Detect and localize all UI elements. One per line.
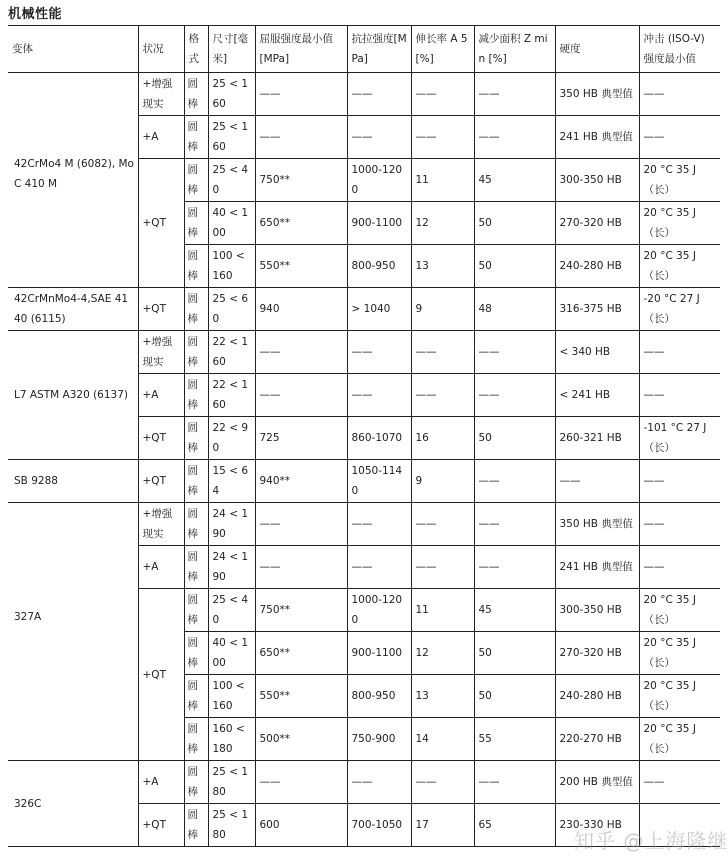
cell-impact: —— — [639, 761, 720, 804]
cell-elongation: —— — [411, 546, 474, 589]
cell-condition: +A — [138, 761, 184, 804]
cell-variant: SB 9288 — [8, 460, 138, 503]
cell-elongation: 9 — [411, 288, 474, 331]
cell-hardness: 350 HB 典型值 — [555, 73, 639, 116]
cell-condition: +QT — [138, 417, 184, 460]
cell-size: 22 < 160 — [208, 331, 255, 374]
cell-yield: 550** — [255, 245, 347, 288]
col-header-reduction-of-area: 减少面积 Z min [%] — [474, 26, 555, 73]
cell-reduction: —— — [474, 460, 555, 503]
cell-size: 22 < 90 — [208, 417, 255, 460]
section-title: 机械性能 — [8, 7, 63, 22]
cell-variant: 42CrMo4 M (6082), MoC 410 M — [8, 73, 138, 288]
cell-tensile: 700-1050 — [347, 804, 411, 847]
table-row — [8, 503, 720, 546]
cell-size: 100 < 160 — [208, 675, 255, 718]
cell-impact: 20 °C 35 J（长） — [639, 675, 720, 718]
cell-reduction: —— — [474, 331, 555, 374]
cell-yield: 940** — [255, 460, 347, 503]
cell-condition: +A — [138, 374, 184, 417]
cell-yield: 750** — [255, 589, 347, 632]
cell-variant: 326C — [8, 761, 138, 847]
cell-condition: +A — [138, 116, 184, 159]
cell-form: 圆棒 — [184, 718, 208, 761]
cell-hardness: 270-320 HB — [555, 202, 639, 245]
cell-impact: 20 °C 35 J（长） — [639, 245, 720, 288]
cell-size: 22 < 160 — [208, 374, 255, 417]
cell-yield: 650** — [255, 632, 347, 675]
cell-tensile: —— — [347, 331, 411, 374]
cell-elongation: 12 — [411, 632, 474, 675]
mechanical-properties-table — [8, 25, 720, 847]
cell-form: 圆棒 — [184, 546, 208, 589]
cell-tensile: > 1040 — [347, 288, 411, 331]
cell-reduction: 55 — [474, 718, 555, 761]
cell-yield: —— — [255, 546, 347, 589]
cell-tensile: 750-900 — [347, 718, 411, 761]
cell-impact: 20 °C 35 J（长） — [639, 202, 720, 245]
col-header-form: 格式 — [184, 26, 208, 73]
cell-hardness: < 241 HB — [555, 374, 639, 417]
cell-condition: +QT — [138, 804, 184, 847]
cell-elongation: 12 — [411, 202, 474, 245]
cell-condition: +A — [138, 546, 184, 589]
cell-impact: —— — [639, 503, 720, 546]
cell-yield: 550** — [255, 675, 347, 718]
cell-hardness: 241 HB 典型值 — [555, 546, 639, 589]
cell-form: 圆棒 — [184, 503, 208, 546]
cell-tensile: —— — [347, 503, 411, 546]
cell-size: 24 < 190 — [208, 546, 255, 589]
cell-size: 25 < 160 — [208, 73, 255, 116]
cell-hardness: 300-350 HB — [555, 589, 639, 632]
cell-condition: +QT — [138, 288, 184, 331]
cell-tensile: —— — [347, 761, 411, 804]
col-header-elongation: 伸长率 A 5 [%] — [411, 26, 474, 73]
cell-impact: —— — [639, 73, 720, 116]
cell-tensile: —— — [347, 374, 411, 417]
cell-reduction: 48 — [474, 288, 555, 331]
cell-reduction: —— — [474, 73, 555, 116]
cell-variant: 42CrMnMo4-4,SAE 4140 (6115) — [8, 288, 138, 331]
cell-elongation: —— — [411, 374, 474, 417]
cell-size: 25 < 160 — [208, 116, 255, 159]
table-row — [8, 761, 720, 804]
cell-hardness: 200 HB 典型值 — [555, 761, 639, 804]
cell-impact — [639, 804, 720, 847]
cell-reduction: —— — [474, 546, 555, 589]
cell-hardness: < 340 HB — [555, 331, 639, 374]
cell-yield: 725 — [255, 417, 347, 460]
cell-impact: —— — [639, 374, 720, 417]
cell-impact: —— — [639, 331, 720, 374]
cell-condition: +增强现实 — [138, 73, 184, 116]
cell-condition: +QT — [138, 159, 184, 288]
cell-form: 圆棒 — [184, 73, 208, 116]
cell-hardness: 240-280 HB — [555, 675, 639, 718]
cell-impact: 20 °C 35 J（长） — [639, 589, 720, 632]
cell-tensile: 1000-1200 — [347, 589, 411, 632]
cell-impact: —— — [639, 546, 720, 589]
cell-size: 25 < 40 — [208, 159, 255, 202]
cell-elongation: 13 — [411, 675, 474, 718]
cell-elongation: 13 — [411, 245, 474, 288]
col-header-impact-strength: 冲击 (ISO-V) 强度最小值 — [639, 26, 720, 73]
table-row — [8, 73, 720, 116]
cell-elongation: —— — [411, 761, 474, 804]
cell-reduction: —— — [474, 374, 555, 417]
cell-form: 圆棒 — [184, 245, 208, 288]
cell-tensile: 800-950 — [347, 245, 411, 288]
cell-size: 15 < 64 — [208, 460, 255, 503]
cell-impact: —— — [639, 116, 720, 159]
col-header-tensile-strength: 抗拉强度[MPa] — [347, 26, 411, 73]
cell-hardness: 260-321 HB — [555, 417, 639, 460]
col-header-hardness: 硬度 — [555, 26, 639, 73]
table-row — [8, 288, 720, 331]
cell-elongation: 11 — [411, 589, 474, 632]
cell-form: 圆棒 — [184, 460, 208, 503]
cell-reduction: —— — [474, 116, 555, 159]
cell-form: 圆棒 — [184, 374, 208, 417]
cell-form: 圆棒 — [184, 417, 208, 460]
cell-reduction: 45 — [474, 159, 555, 202]
cell-size: 40 < 100 — [208, 202, 255, 245]
cell-impact: 20 °C 35 J（长） — [639, 718, 720, 761]
cell-hardness: 270-320 HB — [555, 632, 639, 675]
cell-elongation: 17 — [411, 804, 474, 847]
cell-tensile: 1050-1140 — [347, 460, 411, 503]
cell-tensile: 900-1100 — [347, 202, 411, 245]
cell-variant: L7 ASTM A320 (6137) — [8, 331, 138, 460]
cell-yield: —— — [255, 331, 347, 374]
cell-size: 160 < 180 — [208, 718, 255, 761]
watermark: 知乎 @上海隆继 — [574, 829, 728, 853]
cell-yield: —— — [255, 503, 347, 546]
cell-size: 25 < 60 — [208, 288, 255, 331]
cell-reduction: —— — [474, 503, 555, 546]
cell-yield: 600 — [255, 804, 347, 847]
cell-reduction: —— — [474, 761, 555, 804]
cell-yield: —— — [255, 761, 347, 804]
col-header-variant: 变体 — [8, 26, 138, 73]
cell-form: 圆棒 — [184, 761, 208, 804]
col-header-condition: 状况 — [138, 26, 184, 73]
cell-tensile: 1000-1200 — [347, 159, 411, 202]
cell-reduction: 50 — [474, 632, 555, 675]
cell-hardness: 230-330 HB — [555, 804, 639, 847]
cell-form: 圆棒 — [184, 116, 208, 159]
cell-elongation: 9 — [411, 460, 474, 503]
cell-hardness: 350 HB 典型值 — [555, 503, 639, 546]
cell-size: 40 < 100 — [208, 632, 255, 675]
cell-yield: 940 — [255, 288, 347, 331]
cell-hardness: 240-280 HB — [555, 245, 639, 288]
cell-impact: -20 °C 27 J（长） — [639, 288, 720, 331]
cell-impact: —— — [639, 460, 720, 503]
cell-elongation: —— — [411, 331, 474, 374]
cell-elongation: —— — [411, 73, 474, 116]
cell-tensile: —— — [347, 546, 411, 589]
cell-reduction: 50 — [474, 417, 555, 460]
cell-tensile: 800-950 — [347, 675, 411, 718]
cell-reduction: 45 — [474, 589, 555, 632]
cell-yield: 650** — [255, 202, 347, 245]
cell-tensile: —— — [347, 116, 411, 159]
cell-form: 圆棒 — [184, 589, 208, 632]
cell-hardness: 220-270 HB — [555, 718, 639, 761]
cell-hardness: 316-375 HB — [555, 288, 639, 331]
cell-size: 25 < 180 — [208, 804, 255, 847]
cell-hardness: 241 HB 典型值 — [555, 116, 639, 159]
cell-form: 圆棒 — [184, 331, 208, 374]
col-header-size: 尺寸[毫米] — [208, 26, 255, 73]
cell-reduction: 65 — [474, 804, 555, 847]
cell-form: 圆棒 — [184, 159, 208, 202]
cell-yield: 500** — [255, 718, 347, 761]
cell-condition: +QT — [138, 589, 184, 761]
cell-hardness: —— — [555, 460, 639, 503]
cell-impact: 20 °C 35 J（长） — [639, 159, 720, 202]
table-row — [8, 460, 720, 503]
cell-size: 100 < 160 — [208, 245, 255, 288]
cell-form: 圆棒 — [184, 202, 208, 245]
cell-yield: —— — [255, 116, 347, 159]
table-row — [8, 331, 720, 374]
cell-form: 圆棒 — [184, 632, 208, 675]
cell-condition: +增强现实 — [138, 503, 184, 546]
table-header-row — [8, 26, 720, 73]
cell-size: 24 < 190 — [208, 503, 255, 546]
cell-elongation: 16 — [411, 417, 474, 460]
cell-form: 圆棒 — [184, 288, 208, 331]
cell-yield: 750** — [255, 159, 347, 202]
cell-hardness: 300-350 HB — [555, 159, 639, 202]
cell-tensile: 860-1070 — [347, 417, 411, 460]
cell-condition: +增强现实 — [138, 331, 184, 374]
cell-size: 25 < 40 — [208, 589, 255, 632]
cell-yield: —— — [255, 73, 347, 116]
cell-form: 圆棒 — [184, 804, 208, 847]
cell-elongation: 14 — [411, 718, 474, 761]
cell-condition: +QT — [138, 460, 184, 503]
cell-elongation: —— — [411, 116, 474, 159]
cell-tensile: 900-1100 — [347, 632, 411, 675]
col-header-yield-strength: 屈服强度最小值[MPa] — [255, 26, 347, 73]
cell-variant: 327A — [8, 503, 138, 761]
cell-elongation: —— — [411, 503, 474, 546]
cell-elongation: 11 — [411, 159, 474, 202]
cell-size: 25 < 180 — [208, 761, 255, 804]
cell-reduction: 50 — [474, 202, 555, 245]
cell-yield: —— — [255, 374, 347, 417]
cell-reduction: 50 — [474, 675, 555, 718]
cell-tensile: —— — [347, 73, 411, 116]
cell-impact: -101 °C 27 J（长） — [639, 417, 720, 460]
cell-form: 圆棒 — [184, 675, 208, 718]
cell-impact: 20 °C 35 J（长） — [639, 632, 720, 675]
cell-reduction: 50 — [474, 245, 555, 288]
